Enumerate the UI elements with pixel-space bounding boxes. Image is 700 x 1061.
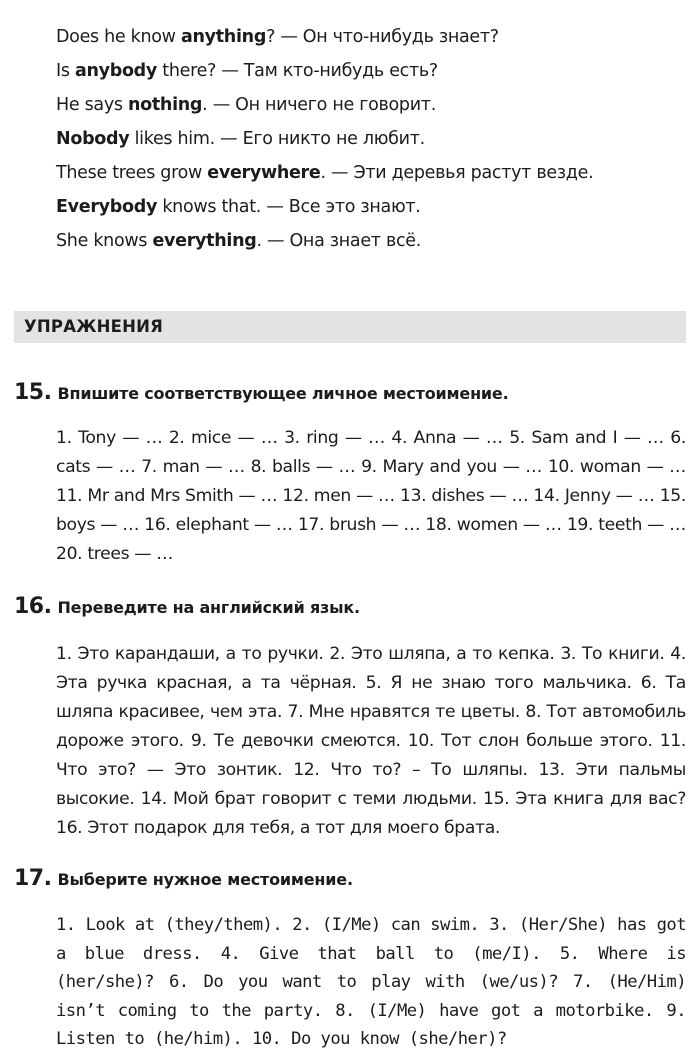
example-translation: ? — Он что-нибудь знает? (266, 27, 499, 47)
example-keyword: everything (152, 231, 257, 251)
example-text: Is (56, 61, 75, 81)
example-line (56, 190, 676, 224)
exercise-number: 16. (14, 594, 52, 619)
example-line (56, 88, 676, 122)
exercise-15-heading (14, 380, 686, 410)
example-line (56, 156, 676, 190)
example-translation: there? — Там кто-нибудь есть? (157, 61, 438, 81)
example-text: These trees grow (56, 163, 208, 183)
example-line (56, 122, 676, 156)
example-translation: . — Она знает всё. (256, 231, 422, 251)
example-keyword: Nobody (56, 129, 130, 149)
example-line (56, 54, 676, 88)
example-translation: . — Эти деревья растут везде. (320, 163, 594, 183)
example-keyword: everywhere (207, 163, 321, 183)
section-title: УПРАЖНЕНИЯ (24, 317, 163, 336)
example-text: Does he know (56, 27, 181, 47)
example-keyword: nothing (127, 95, 203, 115)
example-keyword: Everybody (56, 197, 158, 217)
exercise-16-body: 1. Это карандаши, а то ручки. 2. Это шляпа, а то кепка. 3. То книги. 4. Эта ручка красная, а та чёрная. 5. Я не знаю того мальчика. 6. Та шляпа красивее, чем эта. 7. Мне нравятся те цветы. 8. Тот автомобиль дороже этого. 9. Те девочки смеются. 10. Тот слон больше этого. 11. Что это? — Это зонтик. 12. Что то? – То шляпы. 13. Эти пальмы высокие. 14. Мой брат говорит с теми людьми. 15. Эта книга для вас? 16. Этот подарок для тебя, а тот для моего брата. (56, 644, 686, 838)
exercise-16-heading (14, 594, 686, 624)
example-translation: likes him. — Его никто не любит. (129, 129, 425, 149)
example-text: She knows (56, 231, 153, 251)
example-translation: . — Он ничего не говорит. (202, 95, 436, 115)
example-keyword: anything (180, 27, 267, 47)
section-header-bar (14, 311, 686, 343)
example-keyword: anybody (74, 61, 158, 81)
exercise-number: 17. (14, 866, 52, 891)
example-text: He says (56, 95, 128, 115)
example-line (56, 224, 676, 258)
example-sentences (56, 20, 676, 258)
exercise-17-heading (14, 866, 686, 896)
exercise-title: Выберите нужное местоимение. (57, 870, 353, 889)
exercise-15-body: 1. Tony — … 2. mice — … 3. ring — … 4. Anna — … 5. Sam and I — … 6. cats — … 7. man — … 8. balls — … 9. Mary and you — … 10. woman — … 11. Mr and Mrs Smith — … 12. men — … 13. dishes — … 14. Jenny — … 15. boys — … 16. elephant — … 17. brush — … 18. women — … 19. teeth — … 20. trees — … (56, 428, 686, 564)
exercise-title: Впишите соответствующее личное местоимение. (57, 384, 509, 403)
exercise-17-body: 1. Look at (they/them). 2. (I/Me) can swim. 3. (Her/She) has got a blue dress. 4. Give that ball to (me/I). 5. Where is (her/she)? 6. Do you want to play with (we/us)? 7. (He/Him) isn’t coming to the party. 8. (I/Me) have got a motorbike. 9. Listen to (he/him). 10. Do you know (she/her)? (56, 915, 686, 1049)
exercise-title: Переведите на английский язык. (57, 598, 360, 617)
example-translation: knows that. — Все это знают. (157, 197, 421, 217)
exercise-number: 15. (14, 380, 52, 405)
example-line (56, 20, 676, 54)
